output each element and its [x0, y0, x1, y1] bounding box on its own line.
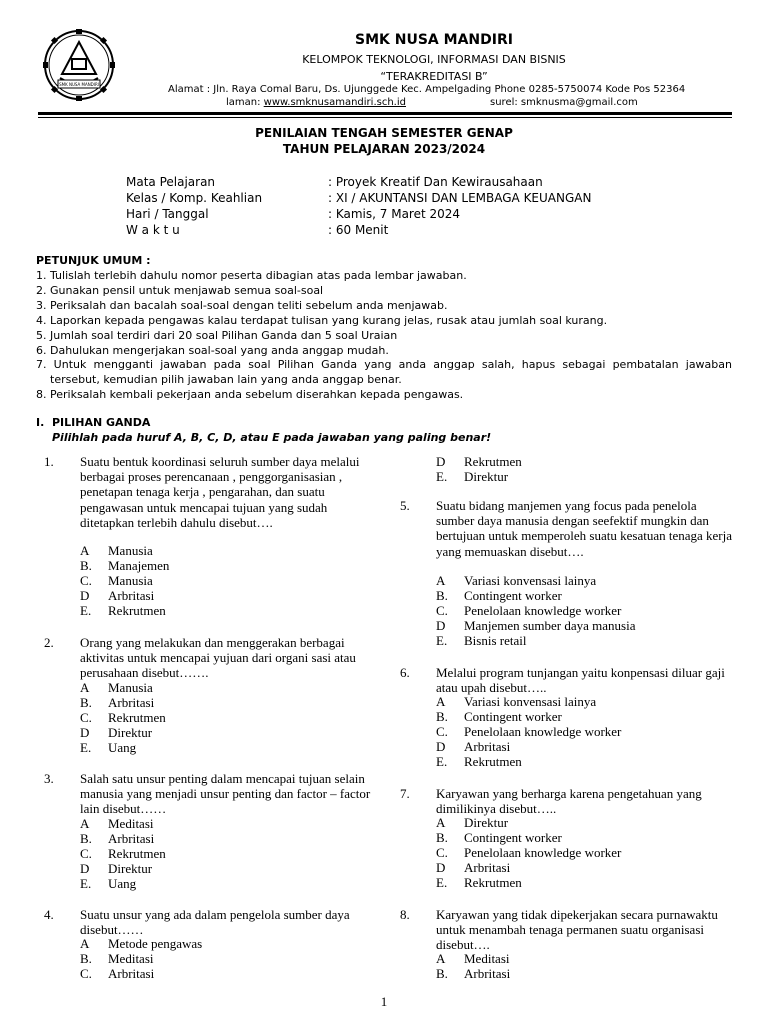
option-letter: D — [436, 860, 446, 875]
option-text: Uang — [108, 876, 137, 891]
option — [80, 816, 154, 831]
option-text: Manusia — [108, 680, 153, 695]
option-text: Rekrutmen — [464, 754, 522, 769]
option-text: Arbritasi — [108, 831, 155, 846]
option-letter: C. — [80, 966, 92, 981]
info-value: : XI / AKUNTANSI DAN LEMBAGA KEUANGAN — [328, 191, 592, 205]
info-label: W a k t u — [126, 223, 180, 237]
school-email: surel: smknusma@gmail.com — [490, 97, 638, 108]
instruction-item: 6. Dahulukan mengerjakan soal-soal yang anda anggap mudah. — [36, 344, 389, 357]
option-letter: D — [80, 725, 90, 740]
page-number: 1 — [380, 994, 388, 1009]
option-letter: A — [80, 543, 90, 558]
instruction-item: 8. Periksalah kembali pekerjaan anda sebelum diserahkan kepada pengawas. — [36, 388, 464, 401]
option-text: Rekrutmen — [108, 846, 166, 861]
question-4 — [44, 907, 374, 987]
option-text: Variasi konvensasi lainya — [464, 573, 597, 588]
option-letter: A — [80, 816, 90, 831]
info-value: : 60 Menit — [328, 223, 389, 237]
option — [436, 754, 522, 769]
exam-title: PENILAIAN TENGAH SEMESTER GENAP — [255, 126, 513, 140]
option — [436, 875, 522, 890]
option-text: Uang — [108, 740, 137, 755]
question-2 — [44, 635, 374, 760]
school-address: Alamat : Jln. Raya Comal Baru, Ds. Ujunggede Kec. Ampelgading Phone 0285-5750074 Kode Pos 52364 — [168, 84, 686, 95]
option-letter: C. — [436, 845, 448, 860]
option-text: Arbritasi — [108, 966, 155, 981]
option-text: Arbritasi — [108, 695, 155, 710]
option-letter: D — [80, 588, 90, 603]
option — [436, 815, 508, 830]
option-letter: C. — [80, 710, 92, 725]
option — [80, 573, 153, 588]
instructions-title: PETUNJUK UMUM : — [36, 254, 151, 267]
option-letter: E. — [80, 876, 92, 891]
option-text: Direktur — [464, 469, 509, 484]
option-letter: B. — [436, 830, 448, 845]
option-letter: A — [436, 573, 446, 588]
option-text: Arbritasi — [464, 739, 511, 754]
option-text: Direktur — [464, 815, 509, 830]
option — [436, 469, 508, 484]
info-label: Kelas / Komp. Keahlian — [126, 191, 263, 205]
instruction-item: 1. Tulislah terlebih dahulu nomor peserta dibagian atas pada lembar jawaban. — [36, 269, 467, 282]
option — [436, 618, 635, 633]
option — [80, 588, 154, 603]
option-text: Metode pengawas — [108, 936, 203, 951]
question-3 — [44, 771, 374, 896]
instruction-item: 2. Gunakan pensil untuk menjawab semua soal-soal — [36, 284, 324, 297]
option — [436, 860, 510, 875]
option — [80, 710, 166, 725]
question-number: 6. — [400, 665, 410, 680]
question-number: 3. — [44, 771, 54, 786]
question-1 — [44, 454, 374, 624]
option — [436, 724, 621, 739]
info-value: : Kamis, 7 Maret 2024 — [328, 207, 461, 221]
option-text: Variasi konvensasi lainya — [464, 694, 597, 709]
question-text: Suatu unsur yang ada dalam pengelola sumber daya disebut…… — [80, 907, 350, 938]
option-letter: B. — [80, 695, 92, 710]
option — [80, 558, 169, 573]
option — [436, 845, 621, 860]
option — [80, 846, 166, 861]
option — [436, 588, 562, 603]
option-letter: B. — [436, 588, 448, 603]
info-label: Mata Pelajaran — [126, 175, 216, 189]
question-number: 7. — [400, 786, 410, 801]
option-letter: E. — [436, 754, 448, 769]
option-text: Manusia — [108, 573, 153, 588]
section-instruction: Pilihlah pada huruf A, B, C, D, atau E pada jawaban yang paling benar! — [52, 431, 492, 444]
option-letter: B. — [80, 831, 92, 846]
option-text: Arbritasi — [464, 860, 511, 875]
option — [436, 603, 621, 618]
school-accreditation: “TERAKREDITASI B” — [380, 70, 488, 83]
option — [436, 454, 522, 469]
option-letter: B. — [80, 951, 92, 966]
info-value: : Proyek Kreatif Dan Kewirausahaan — [328, 175, 543, 189]
question-text: Karyawan yang berharga karena pengetahuan yang dimilikinya disebut….. — [436, 786, 702, 817]
option-letter: A — [436, 815, 446, 830]
option-letter: D — [436, 618, 446, 633]
option — [436, 830, 562, 845]
exam-year: TAHUN PELAJARAN 2023/2024 — [282, 142, 486, 156]
option — [80, 603, 166, 618]
section-number: I. — [36, 416, 45, 429]
option-text: Rekrutmen — [108, 710, 166, 725]
question-text: Suatu bidang manjemen yang focus pada penelola sumber daya manusia dengan seefektif mungkin dan bertujuan untuk memperoleh suatu kesatuan tenaga kerja yang memuaskan disebut…. — [436, 498, 733, 559]
question-text: Suatu bentuk koordinasi seluruh sumber daya melalui berbagai proses perencanaan , penggorganisasian , penetapan tenaga kerja , pengarahan, dan suatu pengawasan untuk mencapai tujuan yang sudah ditetapkan terlebih dahulu disebut…. — [80, 454, 360, 530]
option — [436, 573, 596, 588]
option-letter: D — [436, 739, 446, 754]
question-number: 5. — [400, 498, 410, 513]
info-label: Hari / Tanggal — [126, 207, 209, 221]
instruction-item-continued: tersebut, kemudian pilih jawaban lain yang anda anggap benar. — [50, 373, 402, 386]
question-number: 2. — [44, 635, 54, 650]
section-title: PILIHAN GANDA — [52, 416, 151, 429]
option-letter: C. — [436, 724, 448, 739]
option-text: Bisnis retail — [464, 633, 527, 648]
option-letter: E. — [436, 469, 448, 484]
option-text: Meditasi — [108, 816, 154, 831]
school-website-link[interactable]: www.smknusamandiri.sch.id — [263, 97, 406, 108]
option-text: Penelolaan knowledge worker — [464, 603, 622, 618]
option-text: Penelolaan knowledge worker — [464, 724, 622, 739]
option-text: Rekrutmen — [464, 875, 522, 890]
option-text: Arbritasi — [464, 966, 511, 981]
option — [436, 633, 526, 648]
option-text: Meditasi — [108, 951, 154, 966]
option — [80, 936, 202, 951]
option-letter: B. — [436, 709, 448, 724]
option-letter: E. — [436, 875, 448, 890]
instruction-item: 5. Jumlah soal terdiri dari 20 soal Pilihan Ganda dan 5 soal Uraian — [36, 329, 398, 342]
option-text: Manusia — [108, 543, 153, 558]
option-letter: B. — [80, 558, 92, 573]
option — [80, 951, 154, 966]
question-text: Karyawan yang tidak dipekerjakan secara purnawaktu untuk menambah tenaga permanen suatu organisasi disebut…. — [436, 907, 718, 953]
question-number: 1. — [44, 454, 54, 469]
option-letter: A — [436, 694, 446, 709]
instruction-item: 7. Untuk mengganti jawaban pada soal Pilihan Ganda yang anda anggap salah, hapus sebagai pembatalan jawaban — [36, 358, 732, 371]
option-text: Direktur — [108, 861, 153, 876]
option — [80, 831, 154, 846]
option — [80, 966, 154, 981]
option-text: Direktur — [108, 725, 153, 740]
option-text: Contingent worker — [464, 709, 562, 724]
option — [436, 709, 562, 724]
header-divider-thin — [38, 117, 732, 118]
option-letter: C. — [436, 603, 448, 618]
option — [80, 680, 153, 695]
header-divider — [38, 112, 732, 115]
option-letter: D — [436, 454, 446, 469]
web-label: laman: — [226, 97, 264, 108]
option-letter: E. — [436, 633, 448, 648]
option-letter: C. — [80, 846, 92, 861]
option-letter: B. — [436, 966, 448, 981]
option-letter: C. — [80, 573, 92, 588]
option-text: Manjemen sumber daya manusia — [464, 618, 636, 633]
option-letter: A — [80, 936, 90, 951]
option-text: Rekrutmen — [464, 454, 522, 469]
option-text: Manajemen — [108, 558, 170, 573]
question-5 — [400, 498, 740, 653]
option — [80, 876, 136, 891]
question-4-continued — [400, 454, 740, 488]
question-text: Salah satu unsur penting dalam mencapai tujuan selain manusia yang menjadi unsur penting dan factor – factor lain disebut…… — [80, 771, 371, 817]
option — [80, 695, 154, 710]
option — [436, 739, 510, 754]
option-text: Contingent worker — [464, 830, 562, 845]
school-subtitle: KELOMPOK TEKNOLOGI, INFORMASI DAN BISNIS — [302, 53, 566, 66]
option-letter: A — [436, 951, 446, 966]
option — [436, 951, 510, 966]
question-number: 8. — [400, 907, 410, 922]
option — [80, 740, 136, 755]
option — [80, 725, 152, 740]
question-number: 4. — [44, 907, 54, 922]
option-text: Rekrutmen — [108, 603, 166, 618]
option-text: Meditasi — [464, 951, 510, 966]
option-text: Arbritasi — [108, 588, 155, 603]
option-letter: E. — [80, 740, 92, 755]
logo-text: SMK NUSA MANDIRI — [59, 82, 99, 87]
option — [80, 861, 152, 876]
question-7 — [400, 786, 740, 896]
option-letter: E. — [80, 603, 92, 618]
option — [436, 694, 596, 709]
option-letter: A — [80, 680, 90, 695]
school-name: SMK NUSA MANDIRI — [355, 32, 513, 48]
instruction-item: 4. Laporkan kepada pengawas kalau terdapat tulisan yang kurang jelas, rusak atau jumlah soal kurang. — [36, 314, 608, 327]
option-letter: D — [80, 861, 90, 876]
option — [80, 543, 153, 558]
question-6 — [400, 665, 740, 775]
option-text: Contingent worker — [464, 588, 562, 603]
question-8 — [400, 907, 740, 987]
question-text: Orang yang melakukan dan menggerakan berbagai aktivitas untuk mencapai yujuan dari organi sasi atau perusahaan disebut……. — [80, 635, 356, 681]
school-web-line — [226, 97, 406, 108]
option-text: Penelolaan knowledge worker — [464, 845, 622, 860]
question-text: Melalui program tunjangan yaitu konpensasi diluar gaji atau upah disebut….. — [436, 665, 725, 696]
instruction-item: 3. Periksalah dan bacalah soal-soal dengan teliti sebelum anda menjawab. — [36, 299, 448, 312]
option — [436, 966, 510, 981]
